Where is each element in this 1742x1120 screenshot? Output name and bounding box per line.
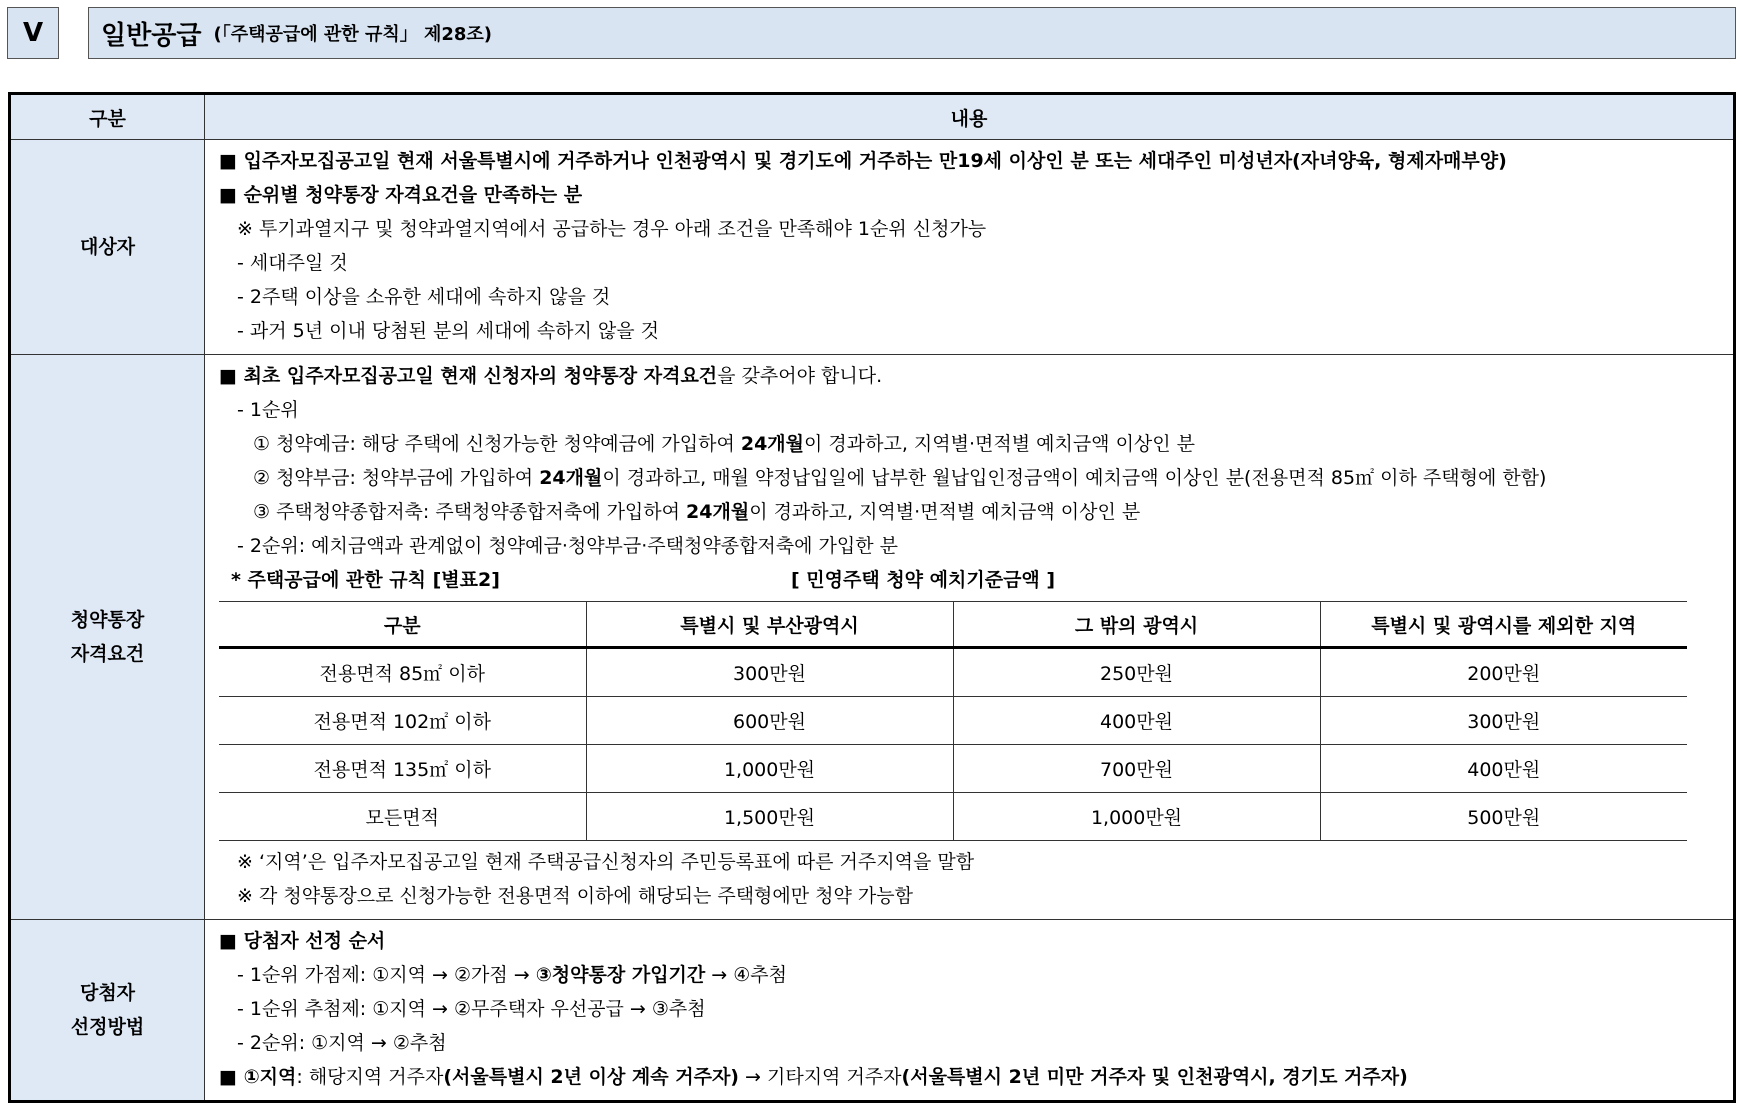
deposit-table [219, 601, 1687, 841]
deposit-cell: 400만원 [1320, 745, 1687, 793]
label-selection [10, 920, 205, 1102]
deposit-header: 특별시 및 부산광역시 [586, 602, 953, 648]
label-target: 대상자 [10, 140, 205, 355]
deposit-table-title: [ 민영주택 청약 예치기준금액 ] [791, 569, 1056, 591]
selection-step: - 1순위 추첨제: ①지역 → ②무주택자 우선공급 → ③추첨 [237, 998, 706, 1020]
table-row [219, 793, 1687, 841]
deposit-cell: 300만원 [1320, 697, 1687, 745]
row-account [10, 355, 1735, 920]
rank1-item: ② 청약부금: 청약부금에 가입하여 24개월이 경과하고, 매월 약정납입일에 납부한 월납입인정금액이 예치금액 이상인 분(전용면적 85㎡ 이하 주택형에 한함) [253, 467, 1547, 489]
target-line: ■ 순위별 청약통장 자격요건을 만족하는 분 [219, 184, 583, 206]
target-condition: - 세대주일 것 [237, 252, 348, 274]
rank2-label: - 2순위: 예치금액과 관계없이 청약예금·청약부금·주택청약종합저축에 가입한 분 [237, 535, 898, 557]
section-title: 일반공급 [101, 20, 202, 51]
deposit-cell: 200만원 [1320, 648, 1687, 697]
deposit-cell: 300만원 [586, 648, 953, 697]
content-account [205, 355, 1735, 920]
deposit-header: 그 밖의 광역시 [953, 602, 1320, 648]
deposit-header: 특별시 및 광역시를 제외한 지역 [1320, 602, 1687, 648]
table-row [219, 648, 1687, 697]
account-note: ※ 각 청약통장으로 신청가능한 전용면적 이하에 해당되는 주택형에만 청약 가능함 [237, 885, 913, 907]
selection-step: - 2순위: ①지역 → ②추첨 [237, 1032, 447, 1054]
deposit-cell: 전용면적 135㎡ 이하 [219, 745, 586, 793]
deposit-header: 구분 [219, 602, 586, 648]
deposit-cell: 500만원 [1320, 793, 1687, 841]
rank1-label: - 1순위 [237, 399, 299, 421]
selection-heading: ■ 당첨자 선정 순서 [219, 930, 386, 952]
account-note: ※ ‘지역’은 입주자모집공고일 현재 주택공급신청자의 주민등록표에 따른 거주지역을 말함 [237, 851, 975, 873]
section-title-bar [88, 7, 1736, 59]
deposit-cell: 1,000만원 [953, 793, 1320, 841]
deposit-header-row [219, 602, 1687, 648]
content-target [205, 140, 1735, 355]
deposit-cell: 전용면적 85㎡ 이하 [219, 648, 586, 697]
label-account [10, 355, 205, 920]
deposit-cell: 400만원 [953, 697, 1320, 745]
section-subtitle: (「주택공급에 관한 규칙」 제28조) [213, 24, 493, 45]
deposit-cell: 1,500만원 [586, 793, 953, 841]
deposit-table-caption [219, 563, 1719, 597]
row-selection [10, 920, 1735, 1102]
deposit-cell: 전용면적 102㎡ 이하 [219, 697, 586, 745]
selection-step: - 1순위 가점제: ①지역 → ②가점 → ③청약통장 가입기간 → ④추첨 [237, 964, 788, 986]
account-intro: ■ 최초 입주자모집공고일 현재 신청자의 청약통장 자격요건을 갖추어야 합니다. [219, 365, 883, 387]
header-content: 내용 [205, 94, 1735, 140]
deposit-cell: 모든면적 [219, 793, 586, 841]
rank1-item: ③ 주택청약종합저축: 주택청약종합저축에 가입하여 24개월이 경과하고, 지역별·면적별 예치금액 이상인 분 [253, 501, 1141, 523]
deposit-cell: 600만원 [586, 697, 953, 745]
target-condition: - 2주택 이상을 소유한 세대에 속하지 않을 것 [237, 286, 611, 308]
label-selection-line2: 선정방법 [70, 1016, 145, 1038]
header-category: 구분 [10, 94, 205, 140]
table-row [219, 745, 1687, 793]
label-account-line2: 자격요건 [70, 643, 145, 665]
content-selection [205, 920, 1735, 1102]
target-condition: - 과거 5년 이내 당첨된 분의 세대에 속하지 않을 것 [237, 320, 660, 342]
row-target [10, 140, 1735, 355]
table-row [219, 697, 1687, 745]
label-selection-line1: 당첨자 [79, 982, 136, 1004]
general-supply-table [8, 92, 1736, 1103]
deposit-table-ref: * 주택공급에 관한 규칙 [별표2] [231, 569, 500, 591]
rank1-item: ① 청약예금: 해당 주택에 신청가능한 청약예금에 가입하여 24개월이 경과하고, 지역별·면적별 예치금액 이상인 분 [253, 433, 1196, 455]
selection-region-rule: ■ ①지역: 해당지역 거주자(서울특별시 2년 이상 계속 거주자) → 기타지역 거주자(서울특별시 2년 미만 거주자 및 인천광역시, 경기도 거주자) [219, 1066, 1408, 1088]
label-account-line1: 청약통장 [70, 609, 145, 631]
deposit-cell: 250만원 [953, 648, 1320, 697]
target-line: ■ 입주자모집공고일 현재 서울특별시에 거주하거나 인천광역시 및 경기도에 거주하는 만19세 이상인 분 또는 세대주인 미성년자(자녀양육, 형제자매부양) [219, 150, 1507, 172]
table-header-row [10, 94, 1735, 140]
deposit-cell: 1,000만원 [586, 745, 953, 793]
target-note: ※ 투기과열지구 및 청약과열지역에서 공급하는 경우 아래 조건을 만족해야 1순위 신청가능 [237, 218, 987, 240]
section-number-badge: V [7, 7, 59, 59]
deposit-cell: 700만원 [953, 745, 1320, 793]
